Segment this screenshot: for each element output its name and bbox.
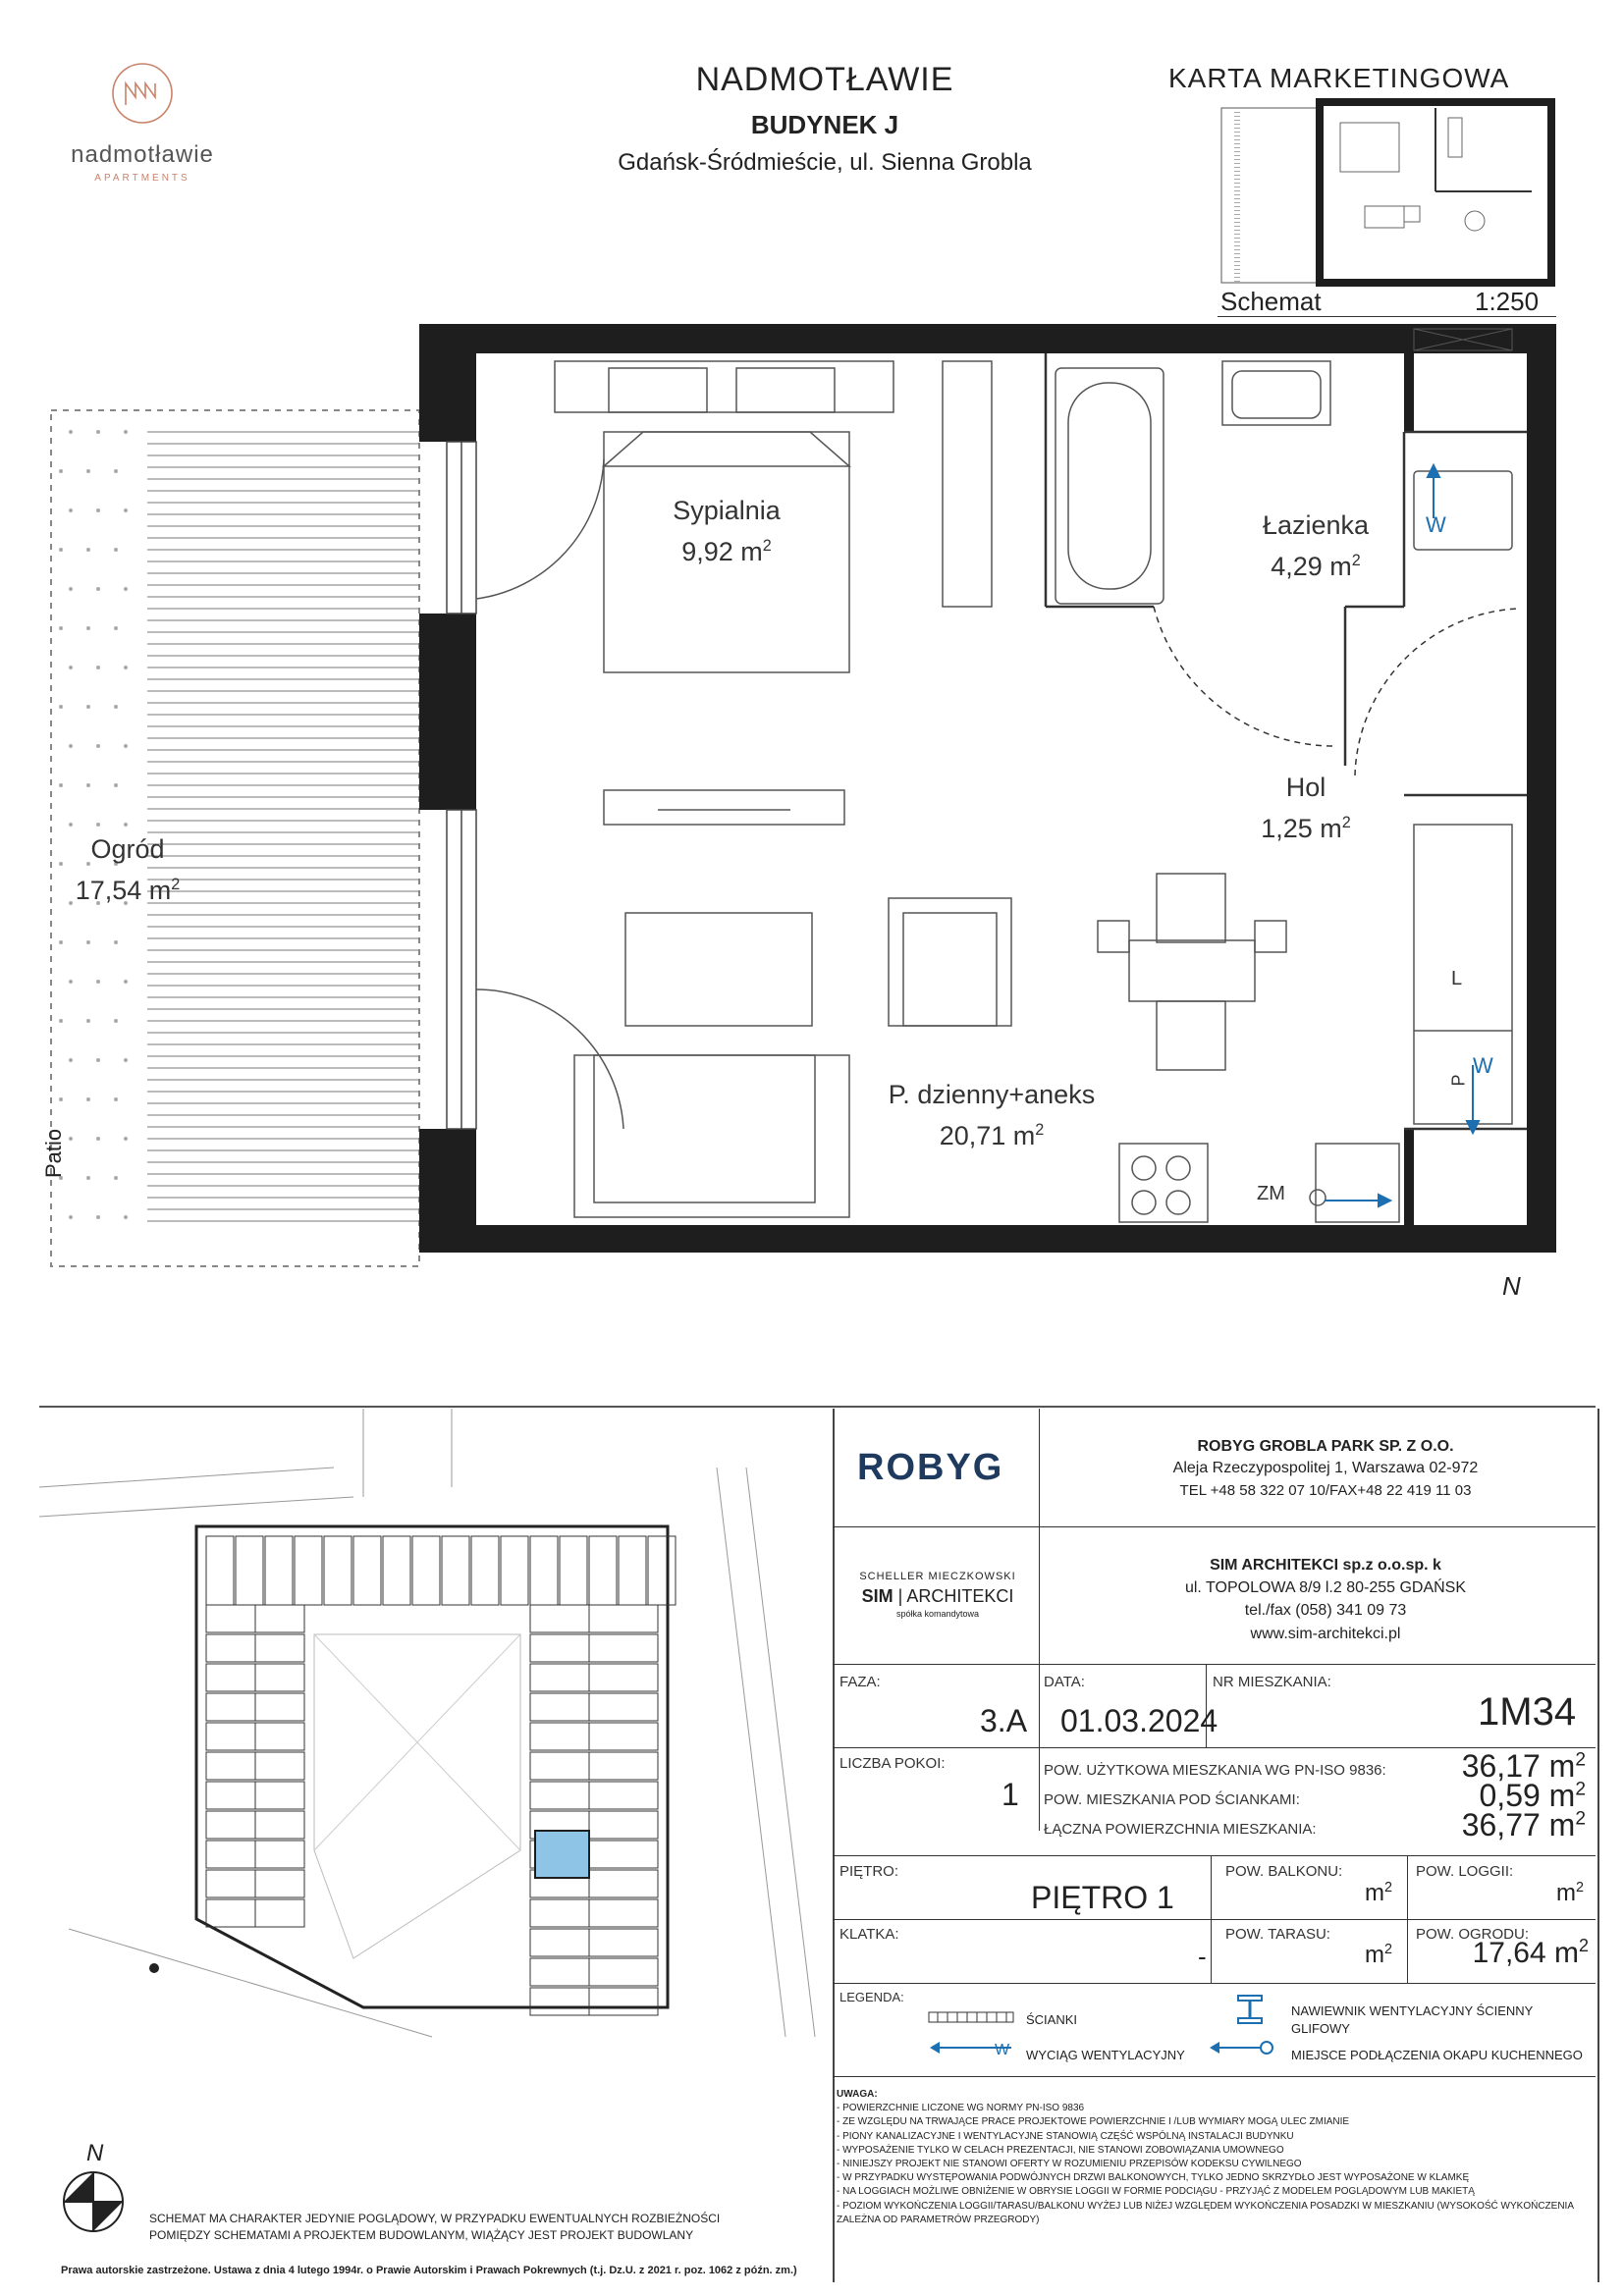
notes-item: - WYPOSAŻENIE TYLKO W CELACH PREZENTACJI, NIE STANOWI ZOBOWIĄZANIA UMOWNEGO [837, 2144, 1284, 2156]
architect-web: www.sim-architekci.pl [1250, 1625, 1401, 1642]
loggia-label: POW. LOGGII: [1416, 1863, 1514, 1880]
notes-item: - POZIOM WYKOŃCZENIA LOGGII/TARASU/BALKONU WYŻEJ LUB NIŻEJ WZGLĘDEM WYKOŃCZENIA POSADZKI W MIESZKANIU (WYSOKOŚĆ WYKOŃCZENIA ZALEŻNA OD PARAMETRÓW PRZEGRODY) [837, 2200, 1574, 2225]
room-garden-name: Ogród [90, 834, 165, 864]
room-living: P. dzienny+aneks 20,71 $m^2$ [844, 1075, 1139, 1157]
logo-tag: APARTMENTS [94, 173, 190, 184]
logo-name: nadmotławie [71, 141, 214, 168]
faza-value: 3.A [980, 1703, 1028, 1738]
pow-uzytk-number: 36,17 m [1461, 1748, 1576, 1784]
pow-laczna-number: 36,77 m [1461, 1807, 1576, 1842]
site-north-compass-icon [59, 2167, 128, 2236]
site-north-label: N [86, 2140, 104, 2166]
notes-item: - W PRZYPADKU WYSTĘPOWANIA PODWÓJNYCH DRZWI BALKONOWYCH, TYLKO JEDNO SKRZYDŁO JEST WYPOSAŻONE W KLAMKĘ [837, 2172, 1470, 2184]
architect-logo: SCHELLER MIECZKOWSKI SIM | ARCHITEKCI spółka komandytowa [839, 1571, 1036, 1619]
notes-item: - POWIERZCHNIE LICZONE WG NORMY PN-ISO 9836 [837, 2103, 1085, 2114]
pow-laczna-value: 36,77 $m^2$ [1461, 1807, 1586, 1842]
company-address: Aleja Rzeczypospolitej 1, Warszawa 02-972 [1172, 1460, 1479, 1477]
legend-title: LEGENDA: [839, 1990, 904, 2004]
taras-label: POW. TARASU: [1225, 1926, 1330, 1943]
klatka-value: - [1198, 1942, 1207, 1971]
site-disclaimer: SCHEMAT MA CHARAKTER JEDYNIE POGLĄDOWY, W PRZYPADKU EWENTUALNYCH ROZBIEŻNOŚCI POMIĘDZY SCHEMATAMI A PROJEKTEM BUDOWLANYM, WIĄŻĄCY JEST PROJEKT BUDOWLANY [149, 2212, 721, 2242]
bath-vent-marker: W [1426, 512, 1446, 537]
patio-label: Patio [41, 1128, 66, 1178]
legend-wall-vent: NAWIEWNIK WENTYLACYJNY ŚCIENNY GLIFOWY [1291, 2003, 1534, 2036]
kitchen-p-marker: P [1448, 1074, 1469, 1087]
card-title: KARTA MARKETINGOWA [1168, 63, 1510, 93]
data-value: 01.03.2024 [1060, 1703, 1218, 1738]
architect-logo-bottom: spółka komandytowa [895, 1609, 980, 1619]
schema-label: Schemat [1220, 287, 1322, 316]
notes-item: - PIONY KANALIZACYJNE I WENTYLACYJNE STANOWIĄ CZĘŚĆ WSPÓLNĄ INSTALACJI BUDYNKU [837, 2130, 1294, 2142]
company-name: ROBYG GROBLA PARK SP. Z O.O. [1197, 1438, 1454, 1455]
architect-phone: tel./fax (058) 341 09 73 [1244, 1602, 1407, 1620]
room-hall: Hol 1,25 $m^2$ [1218, 768, 1394, 850]
robyg-logo: ROBYG [857, 1447, 1004, 1488]
schema-scale: 1:250 [1475, 287, 1540, 316]
taras-unit: m [1365, 1942, 1384, 1968]
bottom-top-border [39, 1406, 1596, 1408]
pietro-value: PIĘTRO 1 [1031, 1880, 1174, 1915]
data-label: DATA: [1044, 1674, 1085, 1690]
architect-logo-sim: SIM [861, 1586, 893, 1606]
apartment-highlight [535, 1831, 589, 1878]
balkon-unit: m [1365, 1880, 1384, 1906]
pow-sciank-label: POW. MIESZKANIA POD ŚCIANKAMI: [1044, 1791, 1300, 1808]
building-title: BUDYNEK J [750, 110, 899, 139]
pietro-label: PIĘTRO: [839, 1863, 899, 1880]
room-garden-area: 17,54 m [75, 875, 172, 905]
company-info [1080, 1436, 1571, 1501]
north-label: N [1502, 1271, 1521, 1301]
legend-walls: ŚCIANKI [1026, 2012, 1078, 2027]
pow-sciank-number: 0,59 m [1479, 1778, 1576, 1813]
room-bathroom: Łazienka 4,29 $m^2$ [1218, 506, 1414, 588]
architect-info [1080, 1554, 1571, 1645]
company-phone: TEL +48 58 322 07 10/FAX+48 22 419 11 03 [1179, 1481, 1472, 1499]
legend-vent-marker: W [995, 2042, 1010, 2058]
loggia-unit: m [1556, 1880, 1576, 1906]
kitchen-l-marker: L [1451, 968, 1463, 989]
notes-item: - ZE WZGLĘDU NA TRWAJĄCE PRACE PROJEKTOWE POWIERZCHNIE I /LUB WYMIARY MOGĄ ULEC ZMIANIE [837, 2116, 1350, 2128]
room-hall-area: 1,25 m [1261, 813, 1342, 843]
loggia-value: $m^2$ [1556, 1880, 1585, 1906]
architect-logo-top: SCHELLER MIECZKOWSKI [859, 1571, 1016, 1582]
hood-legend-icon [1208, 2038, 1276, 2057]
klatka-label: KLATKA: [839, 1926, 899, 1943]
balkon-value: $m^2$ [1365, 1880, 1393, 1906]
ogrod-label: POW. OGRODU: [1416, 1926, 1530, 1943]
notes-item: - NINIEJSZY PROJEKT NIE STANOWI OFERTY W ROZUMIENIU PRZEPISÓW KODEKSU CYWILNEGO [837, 2158, 1302, 2169]
room-living-area: 20,71 m [939, 1120, 1036, 1150]
zm-marker: ZM [1257, 1183, 1285, 1204]
ogrod-value: 17,64 $m^2$ [1472, 1936, 1589, 1969]
notes [837, 2088, 1588, 2227]
walls-legend-icon [928, 2008, 1016, 2028]
pow-uzytk-value: 36,17 $m^2$ [1461, 1748, 1586, 1784]
room-bathroom-area: 4,29 m [1271, 551, 1352, 581]
room-bedroom: Sypialnia 9,92 $m^2$ [628, 491, 825, 573]
ogrod-number: 17,64 m [1472, 1937, 1579, 1969]
nr-label: NR MIESZKANIA: [1213, 1674, 1331, 1690]
notes-title: UWAGA: [837, 2089, 878, 2100]
room-garden: Ogród 17,54 $m^2$ [54, 829, 201, 912]
site-plan [39, 1409, 825, 2047]
room-bedroom-area: 9,92 m [681, 536, 763, 566]
room-bathroom-name: Łazienka [1262, 510, 1370, 540]
taras-value: $m^2$ [1365, 1942, 1393, 1968]
pow-sciank-value: 0,59 $m^2$ [1479, 1778, 1586, 1813]
project-address: Gdańsk-Śródmieście, ul. Sienna Grobla [618, 149, 1032, 176]
notes-item: - NA LOGGIACH MOŻLIWE OBNIŻENIE W OBRYSIE LOGGII W FORMIE PODCIĄGU - PRZYJĄĆ Z MODELEM POGLĄDOWYM LUB MAKIETĄ [837, 2186, 1475, 2198]
project-title: NADMOTŁAWIE [695, 61, 954, 98]
nr-value: 1M34 [1478, 1690, 1577, 1734]
room-bedroom-name: Sypialnia [673, 496, 781, 525]
balkon-label: POW. BALKONU: [1225, 1863, 1343, 1880]
pow-laczna-label: ŁĄCZNA POWIERZCHNIA MIESZKANIA: [1044, 1821, 1317, 1838]
legend-vent-extract: WYCIĄG WENTYLACYJNY [1026, 2048, 1185, 2062]
pokoje-value: 1 [1001, 1777, 1019, 1812]
room-living-name: P. dzienny+aneks [888, 1080, 1096, 1109]
site-copyright: Prawa autorskie zastrzeżone. Ustawa z dnia 4 lutego 1994r. o Prawie Autorskim i Prawach Pokrewnych (t.j. Dz.U. z 2021 r. poz. 1062 z późn. zm.) [61, 2265, 797, 2276]
wall-vent-legend-icon [1235, 1993, 1265, 2026]
architect-logo-arch: ARCHITEKCI [906, 1586, 1014, 1606]
room-hall-name: Hol [1285, 773, 1326, 802]
architect-name: SIM ARCHITEKCI sp.z o.o.sp. k [1210, 1557, 1441, 1574]
kitchen-w-marker: W [1473, 1053, 1493, 1078]
pokoje-label: LICZBA POKOI: [839, 1755, 946, 1772]
faza-label: FAZA: [839, 1674, 881, 1690]
pow-uzytk-label: POW. UŻYTKOWA MIESZKANIA WG PN-ISO 9836: [1044, 1762, 1386, 1779]
architect-address: ul. TOPOLOWA 8/9 l.2 80-255 GDAŃSK [1184, 1579, 1467, 1597]
legend-hood: MIEJSCE PODŁĄCZENIA OKAPU KUCHENNEGO [1291, 2048, 1583, 2062]
